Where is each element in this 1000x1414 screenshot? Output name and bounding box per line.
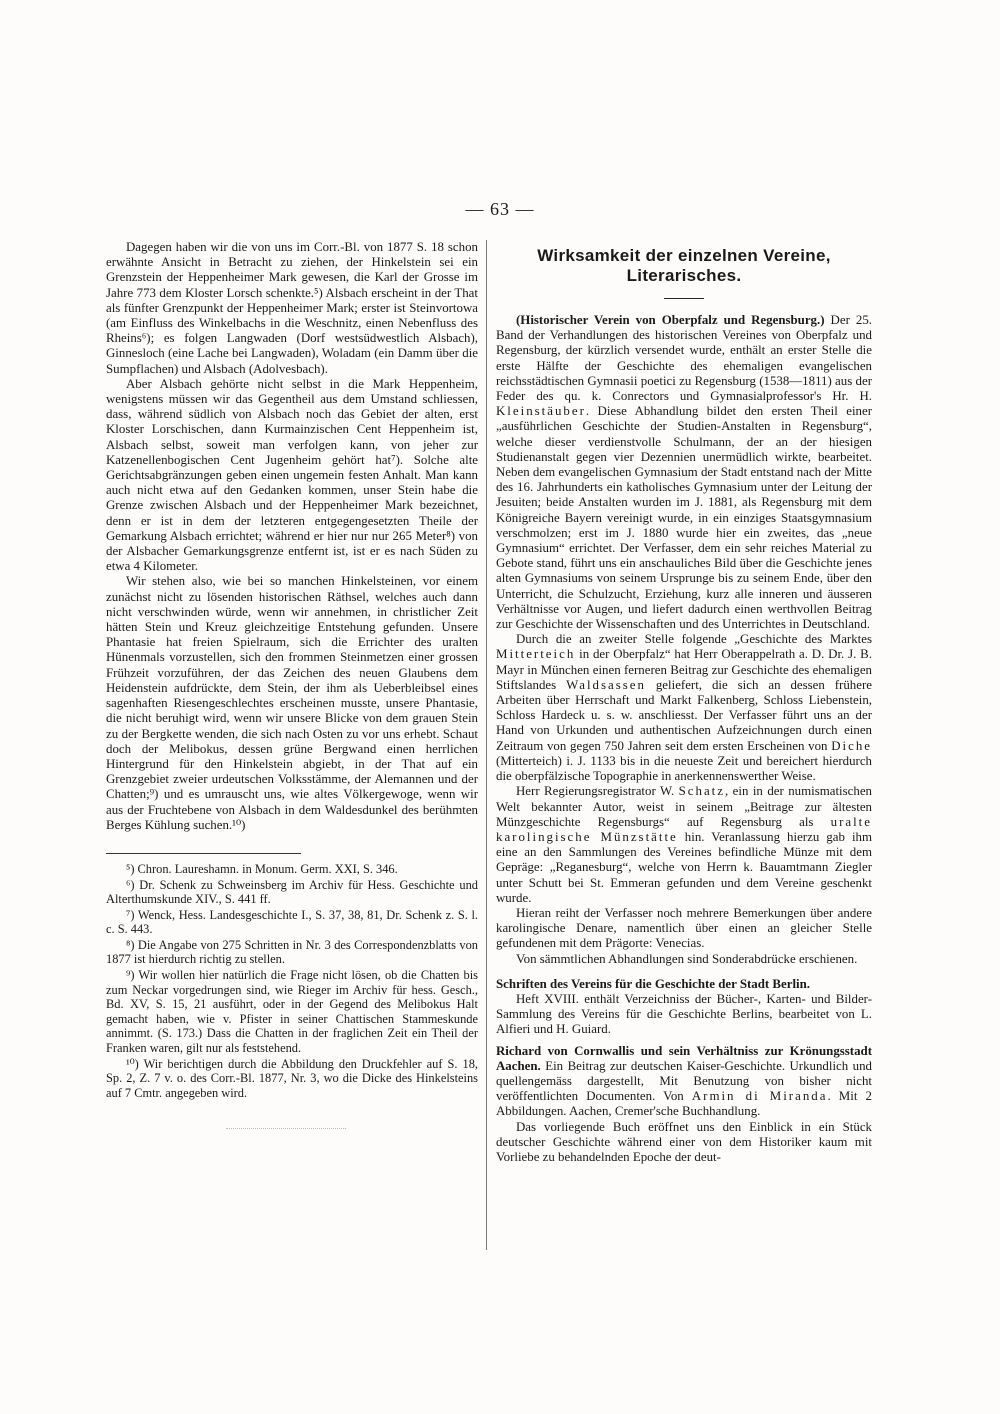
page-number: — 63 — bbox=[465, 199, 535, 219]
left-column bbox=[106, 240, 478, 1130]
footnote: ⁹) Wir wollen hier natürlich die Frage nicht lösen, ob die Chatten bis zum Neckar vorgedrungen sind, wie Rieger im Archiv für hess. Gesch., Bd. XV, S. 15, 21 ausführt, oder in der Gegend des Melibokus Halt gemacht haben, wie v. Pfister in seiner Chattischen Stammeskunde annimmt. (S. 173.) Dass die Chatten in der fraglichen Zeit ein Theil der Franken waren, gilt nur als feststehend. bbox=[106, 968, 478, 1056]
entry-label: (Historischer Verein von Oberpfalz und Regensburg.) bbox=[516, 313, 825, 327]
place-name: Mitterteich bbox=[496, 647, 576, 662]
place-name: Diche bbox=[831, 738, 872, 753]
book-title: Richard von Cornwallis und sein Verhältniss zur Krönungsstadt Aachen. bbox=[496, 1043, 872, 1073]
footnote: ⁸) Die Angabe von 275 Schritten in Nr. 3 des Correspondenzblatts von 1877 ist hierdurch richtig zu stellen. bbox=[106, 937, 478, 967]
paragraph: Herr Regierungsregistrator W. Schatz, ein in der numismatischen Welt bekannter Autor, weist in seinem „Beitrage zur ältesten Münzgeschichte Regensburgs“ auf Regensburg als uralte karolingische Münzstätte hin. Veranlassung hierzu gab ihm eine an den Sammlungen des Vereines befindliche Münze mit dem Gepräge: „Reganesburg“, welche von Herrn k. Bauamtmann Ziegler unter Schutt bei St. Emmeran gefunden und dem Vereine geschenkt wurde. bbox=[496, 784, 872, 905]
paragraph: Das vorliegende Buch eröffnet uns den Einblick in ein Stück deutscher Geschichte während einer von dem Historiker kaum mit Vorliebe zu behandelnden Epoche der deut- bbox=[496, 1119, 872, 1164]
footnote: ⁷) Wenck, Hess. Landesgeschichte I., S. 37, 38, 81, Dr. Schenk z. S. l. c. S. 443. bbox=[106, 907, 478, 937]
footnote: ⁶) Dr. Schenk zu Schweinsberg im Archiv für Hess. Geschichte und Alterthumskunde XIV., S. 441 ff. bbox=[106, 877, 478, 907]
paragraph: Von sämmtlichen Abhandlungen sind Sonderabdrücke erschienen. bbox=[516, 951, 858, 966]
regensburg-entry: (Historischer Verein von Oberpfalz und Regensburg.) Der 25. Band der Verhandlungen des historischen Vereines von Oberpfalz und Regensburg, der kürzlich versendet wurde, enthält an erster Stelle die erste Hälfte der Geschichte des ehemaligen evangelischen reichsstädtischen Gymnasii poetici zu Regensburg (1538—1811) aus der Feder des qu. k. Conrectors und Gymnasialprofessor's Hr. H. Kleinstäuber. Diese Abhandlung bildet den ersten Theil einer „ausführlichen Geschichte der Studien-Anstalten in Regensburg“, welche dieser verdienstvolle Schulmann, der an der hiesigen Studienanstalt gegen vier Dezennien unermüdlich wirkte, bearbeitet. Neben dem evangelischen Gymnasium der Stadt entstand nach der Mitte des 16. Jahrhunderts ein katholisches Gymnasium unter der Leitung der Jesuiten; beide Anstalten wurden im J. 1881, als Regensburg mit dem Königreiche Bayern vereinigt wurde, in ein einziges Staatsgymnasium verschmolzen; erst im J. 1880 wurde hier ein zweites, das „neue Gymnasium“ errichtet. Der Verfasser, dem ein sehr reiches Material zu Gebote stand, führt uns ein anschauliches Bild über die Geschichte jenes alten Gymnasiums von seinem Ursprunge bis zu seinem Ende, über den Unterricht, die Schulzucht, Erziehung, kurz alle inneren und äusseren Verhältnisse vor Augen, und liefert dadurch einen werthvollen Beitrag zur Geschichte der Wissenschaften und des Unterrichtes in Deutschland. bbox=[496, 313, 872, 632]
cornwallis-entry: Richard von Cornwallis und sein Verhältniss zur Krönungsstadt Aachen. Ein Beitrag zur deutschen Kaiser-Geschichte. Urkundlich und quellengemäss dargestellt, Mit Benutzung von bisher nicht veröffentlichten Documenten. Von Armin di Miranda. Mit 2 Abbildungen. Aachen, Cremer'sche Buchhandlung. bbox=[496, 1043, 872, 1119]
paragraph: Wir stehen also, wie bei so manchen Hinkelsteinen, vor einem zunächst nicht zu lösenden historischen Räthsel, welches auch dann nicht verschwinden würde, wenn wir annehmen, in christlicher Zeit hätten Stein und Kreuz gleichzeitige Entstehung gefunden. Unsere Phantasie hat freien Spielraum, sich die Errichter des uralten Hünenmals vorzustellen, sich den frommen Steinmetzen einer grossen Frühzeit vorzuführen, der das Zeichen des neuen Glaubens dem Heidenstein aufdrückte, dem Stein, der ihm als Ueberbleibsel eines sagenhaften Riesengeschlechtes erscheinen musste, unsere Phantasie, die nicht beruhigt wird, wenn wir unsere Blicke von dem grauen Stein zu der Bergkette wenden, die sich nach Osten zu vor uns erhebt. Schaut doch der Melibokus, dessen grüne Bergwand einen herrlichen Hintergrund für den Hinkelstein abgiebt, in der That auf ein Grenzgebiet zweier urdeutschen Volksstämme, der Alemannen und der Chatten;⁹) und es umrauscht uns, wie altes Völkergewoge, wenn wir aus der Fruchtebene von Alsbach in dem Waldesdunkel des berühmten Berges Kühlung suchen.¹⁰) bbox=[106, 574, 478, 832]
footnote: ¹⁰) Wir berichtigen durch die Abbildung den Druckfehler auf S. 18, Sp. 2, Z. 7 v. o. des Corr.-Bl. 1877, Nr. 3, wo die Dicke des Hinkelsteins auf 7 Cmtr. angegeben wird. bbox=[106, 1056, 478, 1100]
paragraph: Hieran reiht der Verfasser noch mehrere Bemerkungen über andere karolingische Denare, namentlich über einen an gleicher Stelle gefundenen mit dem Prägorte: Venecias. bbox=[496, 905, 872, 951]
section-heading: Wirksamkeit der einzelnen Vereine, Literarisches. bbox=[537, 246, 831, 285]
footnotes bbox=[106, 853, 478, 1131]
author-name: Armin di Miranda bbox=[691, 1089, 828, 1104]
paragraph: Heft XVIII. enthält Verzeichniss der Bücher-, Karten- und Bilder-Sammlung des Vereins für die Geschichte Berlins, bearbeitet von L. Alfieri und H. Guiard. bbox=[496, 991, 872, 1037]
person-name: Kleinstäuber bbox=[496, 404, 586, 419]
right-column bbox=[496, 242, 872, 1165]
paragraph: Durch die an zweiter Stelle folgende „Geschichte des Marktes Mitterteich in der Oberpfalz“ hat Herr Oberappelrath a. D. Dr. J. B. Mayr in München einen ferneren Beitrag zur Geschichte des ehemaligen Stiftslandes Waldsassen geliefert, die sich an dessen frühere Arbeiten über Herrschaft und Markt Falkenberg, Schloss Liebenstein, Schloss Hardeck u. s. w. anschliesst. Der Verfasser führt uns an der Hand von Urkunden und authentischen Aufzeichnungen durch einen Zeitraum von gegen 750 Jahren seit dem ersten Erscheinen von Diche (Mitterteich) i. J. 1133 bis in die neueste Zeit und bereichert hierdurch die oberpfälzische Topographie in anerkennenswerther Weise. bbox=[496, 632, 872, 784]
paragraph: Aber Alsbach gehörte nicht selbst in die Mark Heppenheim, wenigstens müssen wir das Gegentheil aus dem Umstand schliessen, dass, während südlich von Alsbach noch das Gebiet der alten, erst Kloster Lorschischen, dann Kurmainzischen Cent Heppenheim ist, Alsbach selbst, soweit man verfolgen kann, von jeher zur Katzenellenbogischen Cent Jugenheim gehört hat⁷). Solche alte Gerichtsabgränzungen geben einen ungemein festen Anhalt. Man kann auch nicht etwa auf den Gedanken kommen, unser Stein habe die Grenze zwischen Alsbach und der Heppenheimer Mark bezeichnet, denn er ist in dem der letzteren entgegengesetzten Theile der Gemarkung Alsbach errichtet; während er hier nur nur 265 Meter⁸) von der Alsbacher Gemarkungsgrenze entfernt ist, ist er es nach Süden zu etwa 4 Kilometer. bbox=[106, 376, 478, 574]
person-name: Schatz bbox=[678, 784, 725, 799]
footnote-rule bbox=[106, 853, 301, 854]
print-smudge bbox=[226, 1128, 346, 1130]
column-divider bbox=[486, 240, 487, 1250]
berlin-heading: Schriften des Vereins für die Geschichte der Stadt Berlin. bbox=[496, 976, 811, 991]
place-name: Waldsassen bbox=[566, 677, 646, 692]
footnote: ⁵) Chron. Laureshamn. in Monum. Germ. XXI, S. 346. bbox=[126, 861, 398, 876]
paragraph: Dagegen haben wir die von uns im Corr.-Bl. von 1877 S. 18 schon erwähnte Ansicht in Betracht zu ziehen, der Hinkelstein sei ein Grenzstein der Heppenheimer Mark gewesen, die Karl der Grosse im Jahre 773 dem Kloster Lorsch schenkte.⁵) Alsbach erscheint in der That als fünfter Grenzpunkt der Heppenheimer Mark; erster ist Steinvortowa (am Einfluss des Winkelbachs in die Weschnitz, einen Nebenfluss des Rheins⁶); es folgen Langwaden (Dorf westsüdwestlich Alsbach), Ginnesloch (eine Lache bei Langwaden), Woladam (ein Damm über die Sumpflachen) und Alsbach (Adolvesbach). bbox=[106, 240, 478, 376]
emphasis: uralte karolingische Münzstätte bbox=[496, 814, 872, 844]
heading-rule bbox=[664, 298, 704, 299]
